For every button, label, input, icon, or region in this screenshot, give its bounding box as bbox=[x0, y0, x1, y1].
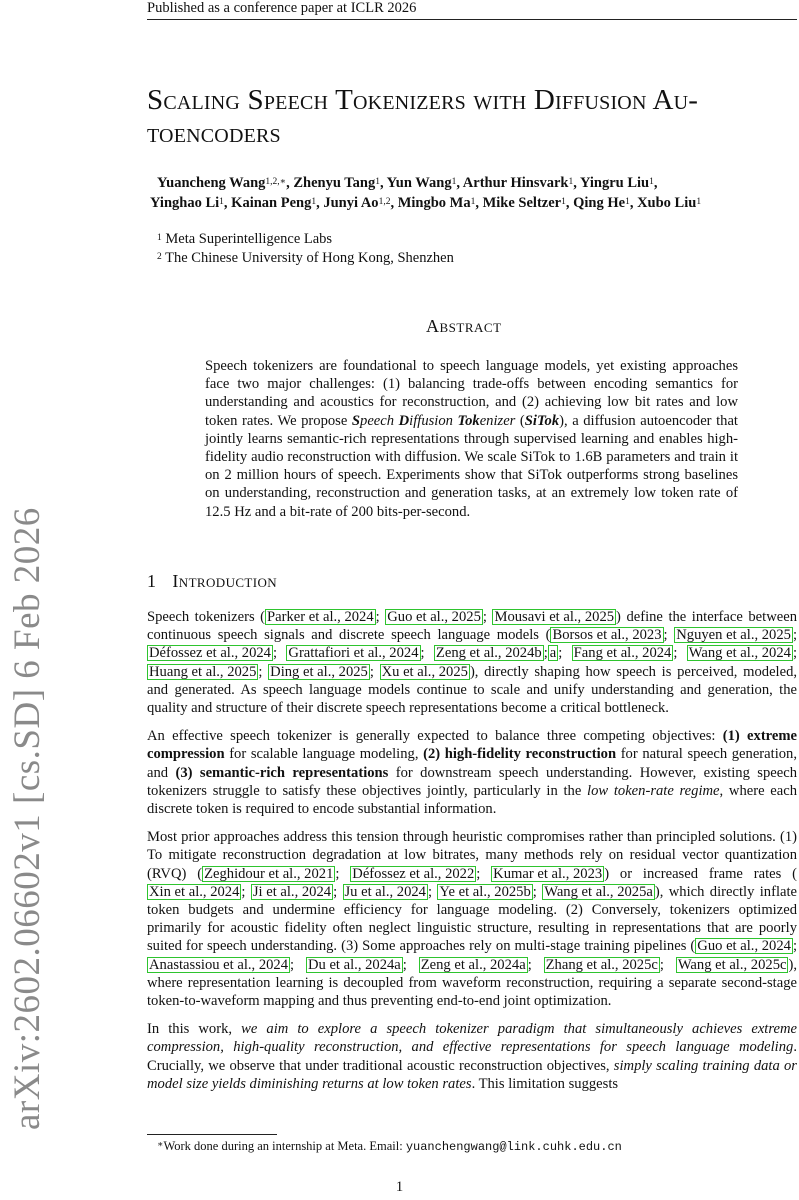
sep: ; bbox=[792, 645, 798, 662]
author: Zhenyu Tang bbox=[293, 175, 376, 191]
email-link[interactable]: yuanchengwang@link.cuhk.edu.cn bbox=[405, 1140, 622, 1154]
author-row-2 bbox=[150, 193, 797, 213]
sep: ; bbox=[272, 645, 287, 662]
author: Yingru Liu bbox=[579, 175, 650, 191]
affiliation-mark: 1 bbox=[649, 177, 654, 187]
citation-link[interactable]: Ding et al., 2025 bbox=[270, 663, 368, 680]
sep: ; bbox=[258, 663, 269, 680]
text: ) define the interface between continuous speech signals and discrete speech language models ( bbox=[147, 609, 797, 644]
paper-title bbox=[147, 84, 797, 150]
separator: , bbox=[456, 175, 463, 191]
sep: ; bbox=[527, 956, 544, 973]
sep: ; bbox=[792, 627, 798, 644]
citation-link[interactable]: Kumar et al., 2023 bbox=[493, 865, 603, 882]
citation-link[interactable]: Mousavi et al., 2025 bbox=[494, 609, 615, 625]
body-text bbox=[147, 608, 797, 1103]
affiliation-mark: 1 bbox=[375, 177, 380, 187]
sep: ; bbox=[673, 645, 687, 662]
sep: ; bbox=[375, 609, 386, 625]
name-letter: D bbox=[398, 412, 410, 429]
citation-link[interactable]: Défossez et al., 2024 bbox=[149, 645, 271, 662]
affiliation-name: The Chinese University of Hong Kong, Shenzhen bbox=[165, 250, 454, 266]
citation-link[interactable]: Borsos et al., 2023 bbox=[552, 627, 662, 644]
text: , where each discrete token is required to encode substantial information. bbox=[147, 782, 797, 818]
citation-link[interactable]: a bbox=[549, 645, 557, 662]
citation-link[interactable]: Grattafiori et al., 2024 bbox=[288, 645, 419, 662]
affiliation-number: 2 bbox=[157, 252, 162, 262]
affiliations bbox=[157, 230, 454, 268]
sep: ; bbox=[427, 883, 438, 900]
name-part: enizer bbox=[479, 412, 516, 429]
separator: , bbox=[653, 175, 658, 191]
affiliation-mark: 1 bbox=[625, 197, 630, 207]
running-header: Published as a conference paper at ICLR 2026 bbox=[147, 0, 417, 16]
citation-link[interactable]: Huang et al., 2025 bbox=[149, 663, 257, 680]
affiliation-2 bbox=[157, 249, 454, 268]
objective-1: (1) extreme compression bbox=[147, 728, 798, 763]
abstract-part: Speech tokenizers are foundational to speech language models, yet existing approaches face two major challenges: (1) balancing trade-offs between encoding semantics for understanding and acoustics for reconstruction, and (2) achieving low bit rates and low token rates. We propose bbox=[205, 358, 738, 429]
paragraph-3 bbox=[147, 828, 797, 1010]
citation-link[interactable]: Parker et al., 2024 bbox=[267, 609, 374, 625]
author: Yuancheng Wang bbox=[157, 175, 266, 191]
citation-link[interactable]: Xu et al., 2025 bbox=[381, 663, 468, 680]
text: ), which directly inflate token budgets and undermine efficiency for language modeling. (2) Conversely, tokenizers optimized primarily for acoustic fidelity often neglect linguistic structure, resulting in representations that are poorly suited for speech understanding. (3) Some approaches rely on multi-stage training pipelines ( bbox=[147, 883, 798, 955]
author: Qing He bbox=[573, 195, 626, 211]
citation-link[interactable]: Ju et al., 2024 bbox=[344, 883, 426, 900]
citation-link[interactable]: Zeng et al., 2024b bbox=[435, 645, 542, 662]
text: for natural speech generation, and bbox=[147, 746, 797, 781]
text: ), directly shaping how speech is perceived, modeled, and generated. As speech language models continue to scale and unify understanding and generation, the quality and structure of their discrete speech representations become a critical bottleneck. bbox=[147, 663, 798, 717]
page-number: 1 bbox=[395, 1179, 404, 1195]
author-list bbox=[150, 173, 797, 213]
paragraph-2 bbox=[147, 727, 797, 818]
separator: , bbox=[316, 195, 324, 211]
sep: ; bbox=[532, 883, 543, 900]
sep: ; bbox=[241, 883, 251, 900]
title-line-2: toencoders bbox=[147, 117, 281, 149]
separator: , bbox=[286, 175, 294, 191]
author-row-1 bbox=[157, 173, 797, 193]
citation-link[interactable]: Guo et al., 2025 bbox=[387, 609, 481, 625]
model-acronym: SiTok bbox=[524, 412, 560, 429]
separator: , bbox=[390, 195, 398, 211]
text: for downstream speech understanding. However, existing speech tokenizers struggle to satisfy these objectives jointly, particularly in the bbox=[147, 764, 797, 799]
separator: , bbox=[565, 195, 574, 211]
section-number: 1 bbox=[147, 571, 157, 591]
author: Yinghao Li bbox=[150, 195, 220, 211]
footnote bbox=[157, 1139, 622, 1155]
affiliation-mark: 1 bbox=[470, 197, 476, 207]
affiliation-mark: 1 bbox=[561, 197, 566, 207]
citation-link[interactable]: Du et al., 2024a bbox=[307, 956, 401, 973]
separator: , bbox=[379, 175, 387, 191]
citation-link[interactable]: Ye et al., 2025b bbox=[439, 883, 531, 900]
citation-link[interactable]: Guo et al., 2024 bbox=[697, 938, 791, 955]
abstract-text bbox=[205, 357, 738, 521]
sep: ; bbox=[792, 938, 797, 955]
affiliation-mark: 1 bbox=[696, 197, 702, 207]
text: Speech tokenizers ( bbox=[147, 609, 266, 625]
affiliation-1 bbox=[157, 230, 454, 249]
sep: ; bbox=[290, 956, 306, 973]
author: Yun Wang bbox=[386, 175, 452, 191]
text: ) or increased frame rates ( bbox=[604, 865, 797, 882]
author: Arthur Hinsvark bbox=[462, 175, 569, 191]
affiliation-mark: 1,2,∗ bbox=[265, 177, 287, 187]
sep: ; bbox=[420, 645, 434, 662]
sep: ; bbox=[333, 883, 343, 900]
sep: ; bbox=[335, 865, 351, 882]
citation-link[interactable]: Zeghidour et al., 2021 bbox=[204, 865, 334, 882]
citation-link[interactable]: Ji et al., 2024 bbox=[252, 883, 332, 900]
paragraph-1 bbox=[147, 608, 797, 717]
affiliation-mark: 1 bbox=[451, 177, 457, 187]
paragraph-4 bbox=[147, 1020, 797, 1093]
emphasis: we aim to explore a speech tokenizer paradigm that simultaneously achieves extreme compression, high-quality reconstruction, and effective representations for speech language modeling bbox=[147, 1021, 797, 1056]
text: Most prior approaches address this tension through heuristic compromises rather than principled solutions. (1) To mitigate reconstruction degradation at low bitrates, many methods rely on residual vector quantization (RVQ) ( bbox=[147, 829, 797, 882]
affiliation-mark: 1 bbox=[568, 177, 574, 187]
separator: , bbox=[475, 195, 483, 211]
sep: ; bbox=[402, 956, 419, 973]
abstract-part: a diffusion autoencoder that jointly learns semantic-rich representations through supervised learning and enables high-fidelity audio reconstruction with diffusion. We scale SiTok to 1.6B parameters and train it on 2 million hours of speech. Experiments show that SiTok outperforms strong baselines on understanding, reconstruction and generation tasks, at an extremely low token rate of 12.5 Hz and a bit-rate of 200 bits-per-second. bbox=[205, 412, 738, 520]
sep: ; bbox=[543, 645, 548, 662]
title-line-1: Scaling Speech Tokenizers with Diffusion Au- bbox=[147, 84, 699, 116]
affiliation-mark: 1,2 bbox=[378, 197, 391, 207]
citation-link[interactable]: Zhang et al., 2025c bbox=[545, 956, 658, 973]
citation-link[interactable]: Anastassiou et al., 2024 bbox=[149, 956, 289, 973]
paren: ( bbox=[515, 412, 525, 429]
author: Mingbo Ma bbox=[397, 195, 471, 211]
citation-link[interactable]: Zeng et al., 2024a bbox=[420, 956, 526, 973]
sep: ; bbox=[476, 865, 492, 882]
objective-3: (3) semantic-rich representations bbox=[175, 764, 389, 781]
affiliation-mark: 1 bbox=[311, 197, 317, 207]
arxiv-side-label[interactable]: arXiv:2602.06602v1 [cs.SD] 6 Feb 2026 bbox=[7, 507, 48, 1130]
emphasis: simply scaling training data or model size yields diminishing returns at low token rates bbox=[147, 1057, 797, 1092]
author: Mike Seltzer bbox=[482, 195, 562, 211]
citation-link[interactable]: Nguyen et al., 2025 bbox=[676, 627, 791, 644]
author: Junyi Ao bbox=[323, 195, 379, 211]
citation-link[interactable]: Défossez et al., 2022 bbox=[352, 865, 475, 882]
sep: ; bbox=[663, 627, 675, 644]
abstract-heading: Abstract bbox=[426, 316, 502, 336]
author: Kainan Peng bbox=[231, 195, 312, 211]
affiliation-name: Meta Superintelligence Labs bbox=[165, 231, 333, 247]
sep: ; bbox=[659, 956, 676, 973]
citation-link[interactable]: Wang et al., 2024 bbox=[688, 645, 791, 662]
name-letter: S bbox=[351, 412, 361, 429]
text: . This limitation suggests bbox=[471, 1075, 619, 1092]
paren: ), bbox=[559, 412, 568, 429]
footnote-rule bbox=[147, 1134, 277, 1135]
separator: , bbox=[223, 195, 232, 211]
header-rule bbox=[147, 19, 797, 20]
separator: , bbox=[629, 195, 638, 211]
section-title: Introduction bbox=[172, 571, 278, 591]
affiliation-mark: 1 bbox=[219, 197, 224, 207]
section-heading bbox=[147, 571, 277, 592]
name-part: iffusion bbox=[409, 412, 458, 429]
footnote-mark: ∗ bbox=[157, 1140, 164, 1150]
citation-link[interactable]: Wang et al., 2025a bbox=[544, 883, 653, 900]
separator: , bbox=[573, 175, 580, 191]
affiliation-number: 1 bbox=[157, 233, 162, 243]
text: . Crucially, we observe that under traditional acoustic reconstruction objectives, bbox=[147, 1039, 797, 1074]
sep: ; bbox=[482, 609, 493, 625]
citation-link[interactable]: Xin et al., 2024 bbox=[149, 883, 240, 900]
sep: ; bbox=[558, 645, 572, 662]
objective-2: (2) high-fidelity reconstruction bbox=[423, 746, 617, 763]
name-part: peech bbox=[360, 412, 399, 429]
sep: ; bbox=[369, 663, 380, 680]
text: for scalable language modeling, bbox=[224, 746, 424, 763]
text: An effective speech tokenizer is generally expected to balance three competing objectives: bbox=[147, 728, 723, 745]
author: Xubo Liu bbox=[637, 195, 697, 211]
name-letter: Tok bbox=[457, 412, 480, 429]
emphasis: low token-rate regime bbox=[587, 782, 720, 799]
text: ), where representation learning is decoupled from waveform reconstruction, requiring a separate second-stage token-to-waveform mapping and thus preventing end-to-end joint optimization. bbox=[147, 956, 797, 1010]
footnote-text: Work done during an internship at Meta. Email: bbox=[163, 1139, 406, 1153]
text: In this work, bbox=[147, 1021, 242, 1038]
citation-link[interactable]: Fang et al., 2024 bbox=[573, 645, 672, 662]
citation-link[interactable]: Wang et al., 2025c bbox=[677, 956, 787, 973]
